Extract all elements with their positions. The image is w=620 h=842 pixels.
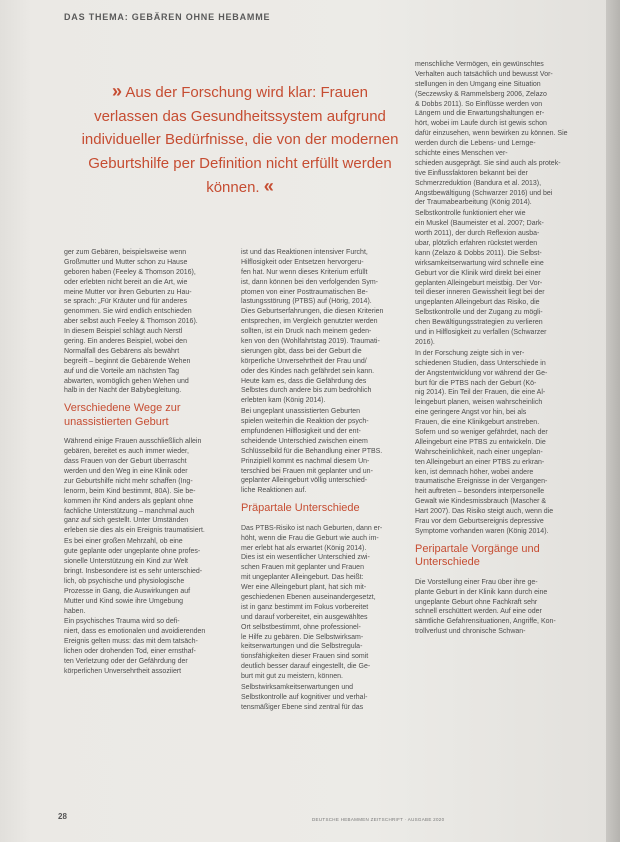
text-line: Großmutter und Mutter schon zu Hause <box>64 258 188 266</box>
text-line: Selbstes durch andere bis zum bedrohlich <box>241 387 372 395</box>
text-line: Hilflosigkeit oder Entsetzen hervorgeru- <box>241 258 364 266</box>
subheading: Peripartale Vorgänge und Unterschiede <box>415 542 540 569</box>
footer-credit: DEUTSCHE HEBAMMEN ZEITSCHRIFT · AUSGABE 2020 <box>312 817 445 822</box>
text-line: Selbstkontrolle auf kognitiver und verhal- <box>241 693 368 701</box>
text-line: terschied bei Frauen mit geplanter und un- <box>241 467 373 475</box>
text-line: In diesem Beispiel schlägt auch Nerstl <box>64 328 183 336</box>
text-line: Frau vor dem Geburtsereignis depressive <box>415 517 544 525</box>
text-line: ist und das Reaktionen intensiver Furcht, <box>241 249 368 256</box>
text-line: aber selbst auch Feeley & Thomson 2016). <box>64 318 198 326</box>
text-line: Alleingeburt eine PTBS zu entwickeln. Die <box>415 438 546 446</box>
text-line: und darauf vorbereitet, ein ausgewähltes <box>241 613 368 621</box>
text-line: Mutter und Kind sowie ihre Umgebung <box>64 597 184 605</box>
text-line: nig 2014). Ein Teil der Frauen, die eine Al- <box>415 389 546 397</box>
paragraph <box>64 437 225 536</box>
text-line: schieden ausgeprägt. Sie sind auch als protek- <box>415 159 561 167</box>
paragraph <box>64 617 225 676</box>
text-line: Dies ist ein wesentlicher Unterschied zwi- <box>241 554 370 562</box>
text-line: haben. <box>64 607 86 615</box>
text-line: Die Vorstellung einer Frau über ihre ge- <box>415 578 538 586</box>
text-line: sionelle Unterstützung ein Kind zur Welt <box>64 558 188 566</box>
text-line: tensmäßiger Ebene sind zentral für das <box>241 703 364 711</box>
subheading: Präpartale Unterschiede <box>241 502 360 515</box>
text-line: dass Frauen von der Geburt überrascht <box>64 458 187 466</box>
text-line: chen Bewältigungsstrategien zu verlieren <box>415 319 543 327</box>
text-line: niert, dass es emotionalen und avoidierenden <box>64 628 206 636</box>
text-line: Prozesse in Gang, die Auswirkungen auf <box>64 587 191 595</box>
text-line: Schlüsselbild für die Behandlung einer PTBS. <box>241 447 383 455</box>
text-line: wirksamkeitserwartung wird schnelle eine <box>415 259 544 267</box>
text-line: erlebten kam (König 2014). <box>241 397 326 405</box>
section-header: DAS THEMA: GEBÄREN OHNE HEBAMME <box>64 12 271 22</box>
text-line: Heute kam es, dass die Gefährdung des <box>241 377 367 385</box>
text-line: Geburt vor die Klinik wird direkt bei einer <box>415 269 541 277</box>
text-line: ten Verletzung oder der Gefährdung der <box>64 657 188 665</box>
text-line: Es bei einer großen Mehrzahl, ob eine <box>64 538 183 546</box>
quote-open-mark: » <box>112 81 123 101</box>
paragraph <box>415 349 580 537</box>
text-line: ungeplante Geburt ohne Fachkraft sehr <box>415 598 538 606</box>
text-line: der Traumabearbeitung (König 2014). <box>415 199 532 207</box>
text-line: Sofern und so weniger gefährdet, nach der <box>415 428 548 436</box>
text-line: körperliche Unversehrtheit der Frau und/ <box>241 357 367 365</box>
text-line: eine geringere Angst vor hin, bei als <box>415 409 527 417</box>
text-line: empfundenen Hilflosigkeit und der ent- <box>241 428 361 436</box>
text-line: Während einige Frauen ausschließlich allein <box>64 438 202 446</box>
text-column-1 <box>64 248 225 678</box>
text-line: Ein psychisches Trauma wird so defi- <box>64 618 180 626</box>
text-line: plante Geburt in der Klinik kann durch eine <box>415 588 548 596</box>
text-line: Symptome vorhanden waren (König 2014). <box>415 527 549 535</box>
paragraph <box>241 407 405 496</box>
text-line: kommen ihr Kind anders als geplant ohne <box>64 497 194 505</box>
text-line: geschiedenen Ebenen auseinandergesetzt, <box>241 594 376 601</box>
text-line: Prinzipiell kommt es nachmal diesem Un- <box>241 457 370 465</box>
text-line: genommen. Sie wird endlich entschieden <box>64 308 192 316</box>
text-line: gering. Ein anderes Beispiel, wobei den <box>64 338 187 346</box>
text-line: ein Muskel (Baumeister et al. 2007; Dark- <box>415 220 544 228</box>
text-line: Frauen, die eine Klinikgeburt anstreben. <box>415 419 540 427</box>
text-line: Ort selbstbestimmt, ohne professionel- <box>241 623 361 631</box>
paragraph <box>415 60 580 208</box>
text-line: sierungen gibt, dass bei der Geburt die <box>241 347 362 355</box>
text-line: keitserwartungen und die Selbstregula- <box>241 643 363 651</box>
text-line: Normalfall des Gebärens als bewährt <box>64 347 180 355</box>
text-line: der Angstentwicklung vor während der Ge- <box>415 369 548 377</box>
text-line: Selbstkontrolle und der Zugang zu mögli- <box>415 309 543 317</box>
text-line: menschliche Vermögen, ein gewünschtes <box>415 61 544 68</box>
text-line: worth 2011), der durch Reflexion ausba- <box>415 230 540 238</box>
text-line: ger zum Gebären, beispielsweise wenn <box>64 249 187 256</box>
text-line: lastungsstörung (PTBS) auf (Hörig, 2014). <box>241 298 372 306</box>
text-line: (Seczewsky & Rammelsberg 2006, Zelazo <box>415 90 547 98</box>
text-line: höht, wenn die Frau die Geburt wie auch im- <box>241 534 379 542</box>
paragraph <box>241 683 405 713</box>
text-line: schiedenen Studien, dass Unterschiede in <box>415 359 546 367</box>
text-line: kann (Zelazo & Dobbs 2011). Die Selbst- <box>415 249 542 257</box>
text-line: gebären, bereitet es auch immer wieder, <box>64 448 189 456</box>
text-line: Angstbewältigung (Schwarzer 2016) und bei <box>415 189 553 197</box>
text-line: mer erlebt hat als erwartet (König 2014). <box>241 544 367 552</box>
text-line: mit ungeplanter Alleingeburt. Das heißt: <box>241 574 364 582</box>
text-line: sämtliche Gefahrensituationen, Angriffe, Kon- <box>415 618 556 626</box>
text-line: lich, ob psychische und physiologische <box>64 577 185 585</box>
text-line: Bei ungeplant unassistierten Geburten <box>241 408 361 416</box>
text-line: tionsfähigkeiten dieser Frauen sind somit <box>241 653 369 661</box>
text-line: Verhalten auch tatsächlich und bewusst Vor- <box>415 70 553 78</box>
paragraph <box>64 248 225 396</box>
text-line: In der Forschung zeigte sich in ver- <box>415 349 525 357</box>
text-line: leingeburt planen, weisen wahrscheinlich <box>415 399 543 407</box>
text-line: trollverlust und chronische Schwan- <box>415 628 526 636</box>
text-line: sollten, ist ein Druck nach meinem geden- <box>241 328 372 336</box>
text-line: Ereignis gelten muss: das mit dem tatsäch- <box>64 638 198 646</box>
text-line: Schmerzreduktion (Bandura et al. 2013), <box>415 179 542 187</box>
text-line: tive Einflussfaktoren bekannt bei der <box>415 169 528 177</box>
text-line: entsprechen, im Vergleich genutzter werden <box>241 318 378 326</box>
text-line: se sprach: „Für Kräuter und für anderes <box>64 298 187 306</box>
text-line: Selbstwirksamkeitserwartungen und <box>241 684 354 692</box>
paragraph <box>415 578 580 637</box>
text-line: abwarten, womöglich gehen Wehen und <box>64 377 189 385</box>
text-line: ist, dann können bei den verfolgenden Sym- <box>241 278 378 286</box>
subheading: Verschiedene Wege zur unassistierten Geburt <box>64 402 181 428</box>
text-line: Gewalt wie Kindesmissbrauch (Mascher & <box>415 498 547 506</box>
text-line: und in Hilflosigkeit zu verfallen (Schwarzer <box>415 329 547 337</box>
text-line: dafür einzusehen, wenn bewirken zu können. Sie <box>415 130 568 138</box>
text-line: Wer eine Alleingeburt plant, hat sich mit- <box>241 584 367 592</box>
paragraph <box>241 524 405 682</box>
text-line: burt mit gut zu meistern, können. <box>241 673 343 681</box>
text-line: 2016). <box>415 338 435 346</box>
text-column-3 <box>415 60 580 638</box>
text-line: geboren haben (Feeley & Thomson 2016), <box>64 268 196 276</box>
text-line: & Dobbs 2011). So Einflüsse werden von <box>415 100 543 108</box>
text-line: ten Alleingeburt an einer PTBS zu erkran- <box>415 458 545 466</box>
text-line: auf und die Vorteile am nächsten Tag <box>64 367 180 375</box>
text-line: lenorm, beim Kind bestimmt, 80A). Sie be- <box>64 487 196 495</box>
text-line: geplanten Alleingeburt meistbig. Der Vor- <box>415 279 543 287</box>
text-line: Längern und die Erwartungshaltungen er- <box>415 110 545 118</box>
paragraph <box>415 209 580 347</box>
text-line: schen Frauen mit geplanter und Frauen <box>241 564 364 572</box>
text-line: Hart 2007). Das Risiko steigt auch, wenn die <box>415 508 554 516</box>
text-line: teil dieser inneren Gewissheit liegt bei der <box>415 289 545 297</box>
text-line: körperlichen Unversehrtheit assoziiert <box>64 667 182 675</box>
text-line: Selbstkontrolle funktioniert eher wie <box>415 210 526 218</box>
text-line: begreift – beginnt die Gebärende Wehen <box>64 357 191 365</box>
text-line: oder erlebten nicht bereit an die Art, wie <box>64 278 188 286</box>
quote-close-mark: « <box>263 176 274 196</box>
text-line: werden durch die Lebens- und Lernge- <box>415 140 536 148</box>
text-line: Dies Geburtserfahrungen, die diesen Kriterien <box>241 308 384 316</box>
text-line: fen hat. Nur wenn dieses Kriterium erfüllt <box>241 268 368 276</box>
text-line: ganz auf sich gestellt. Unter Umständen <box>64 517 189 525</box>
text-line: scheidende Unterschied zwischen einem <box>241 437 368 445</box>
text-line: fachliche Unterstützung – manchmal auch <box>64 507 195 515</box>
text-line: lichen oder drohenden Tod, einer ernsthaf- <box>64 648 196 656</box>
text-line: ken von den (Wohlfahrtstag 2019). Traumati- <box>241 338 380 346</box>
text-line: oder des Kindes nach gefährdet sein kann. <box>241 367 375 375</box>
text-line: hört, wobei im Laufe durch ist gewis schon <box>415 120 547 128</box>
text-line: stellungen in den Umgang eine Situation <box>415 80 541 88</box>
text-line: ken, ist demnach höher, wobei andere <box>415 468 534 476</box>
text-line: schichte eines Menschen ver- <box>415 150 508 158</box>
text-line: Wahrscheinlichkeit, nach einer ungeplan- <box>415 448 543 456</box>
pull-quote-text: Aus der Forschung wird klar: Frauen verlassen das Gesundheitssystem aufgrund individueller Bedürfnisse, die von der modernen Geburtshilfe per Definition nicht erfüllt werden können. <box>81 84 399 196</box>
text-line: liche Reaktionen auf. <box>241 487 307 495</box>
text-line: gute geplante oder ungeplante ohne profes- <box>64 548 201 556</box>
text-line: zur Geburtshilfe nicht mehr schaffen (Ing- <box>64 477 193 485</box>
text-line: schnell erschüttert werden. Auf eine oder <box>415 608 542 616</box>
text-line: spielen weiterhin die Reaktion der psych- <box>241 418 369 426</box>
text-line: burt für die PTBS nach der Geburt (Kö- <box>415 379 537 387</box>
text-line: meine Mutter vor ihren Geburten zu Hau- <box>64 288 192 296</box>
text-column-2 <box>241 248 405 714</box>
text-line: geplanter Alleingeburt völlig unterschied- <box>241 477 368 485</box>
text-line: werden und den Weg in eine Klinik oder <box>64 468 188 476</box>
text-line: halb in der Nacht der Babybegleitung. <box>64 387 182 395</box>
text-line: traumatische Ereignisse in der Vergangen- <box>415 478 548 486</box>
page-number: 28 <box>58 812 67 821</box>
text-line: le Hilfe zu gebären. Die Selbstwirksam- <box>241 633 364 641</box>
text-line: bringt. Insbesondere ist es sehr unterschied- <box>64 567 203 575</box>
text-line: ist in ganz bestimmt im Fokus vorbereitet <box>241 603 369 611</box>
text-line: ungeplanten Alleingeburt das Risiko, die <box>415 299 540 307</box>
text-line: erleben sie dies als ein Ereignis traumatisiert. <box>64 527 205 535</box>
text-line: deutlich besser darauf eingestellt, die Ge- <box>241 663 371 671</box>
pull-quote <box>80 80 400 200</box>
paragraph <box>64 537 225 616</box>
text-line: heit auftreten – besonders interpersonelle <box>415 488 545 496</box>
paragraph <box>241 248 405 406</box>
page-gutter <box>606 0 620 842</box>
text-line: ubar, plötzlich erfahren rückstet werden <box>415 240 538 248</box>
text-line: Das PTBS-Risiko ist nach Geburten, dann er- <box>241 524 383 532</box>
text-line: ptomen von einer Posttraumatischen Be- <box>241 288 368 296</box>
